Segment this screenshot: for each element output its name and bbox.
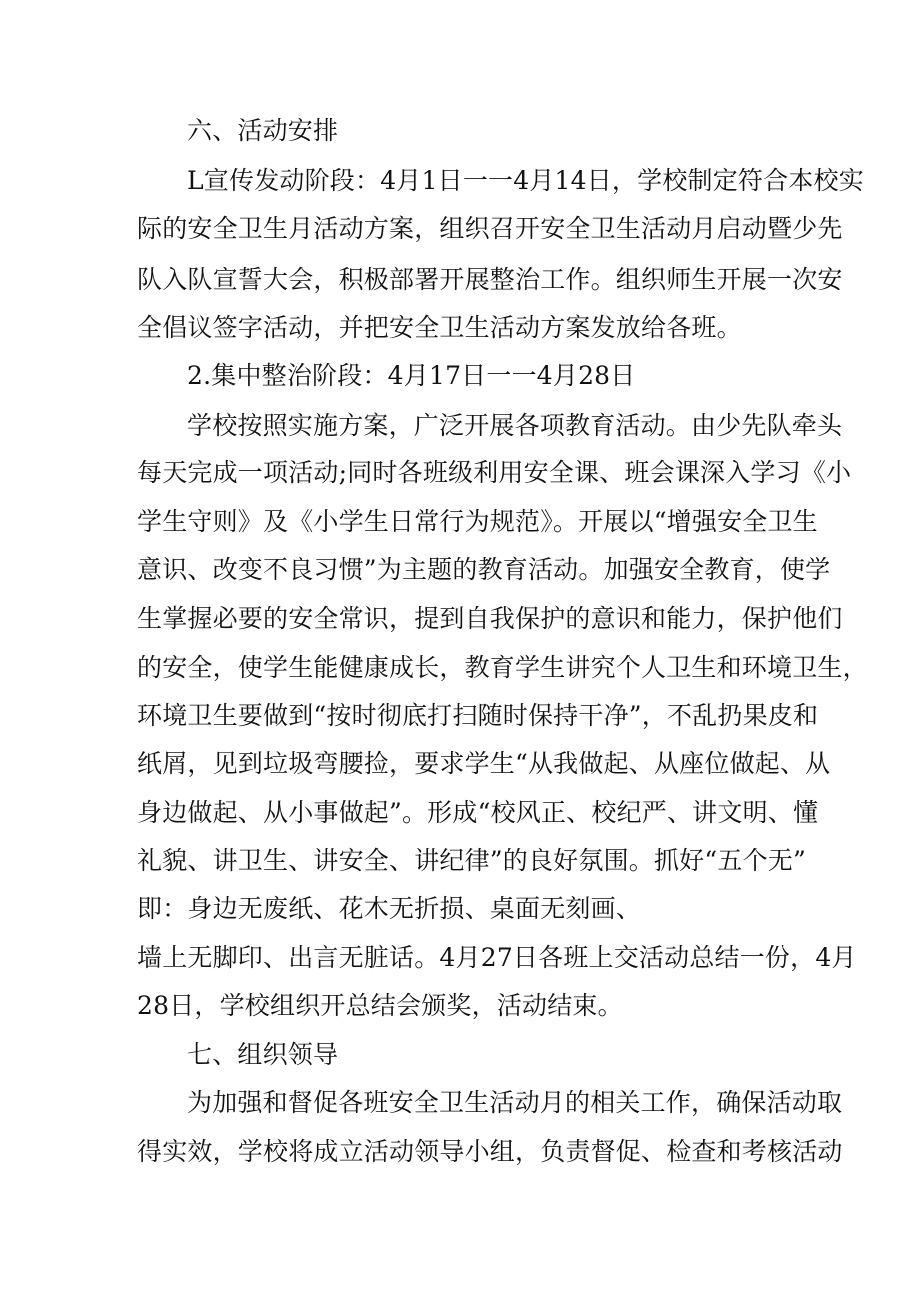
- paragraph-line: 全倡议签字活动，并把安全卫生活动方案发放给各班。: [137, 313, 742, 342]
- paragraph-line: 身边做起、从小事做起”。形成“校风正、校纪严、讲文明、懂: [137, 798, 819, 827]
- paragraph-line: 墙上无脚印、出言无脏话。4月27日各班上交活动总结一份，4月: [137, 943, 857, 972]
- paragraph-line: 即：身边无废纸、花木无折损、桌面无刻画、: [137, 894, 642, 923]
- paragraph-line: 纸屑，见到垃圾弯腰捡，要求学生“从我做起、从座位做起、从: [137, 749, 831, 778]
- paragraph-line: 礼貌、讲卫生、讲安全、讲纪律”的良好氛围。抓好“五个无”: [137, 846, 806, 875]
- subsection-heading-focused-rectification: 2.集中整治阶段：4月17日一一4月28日: [187, 361, 636, 390]
- paragraph-line: 得实效，学校将成立活动领导小组，负责督促、检查和考核活动: [137, 1137, 843, 1166]
- paragraph-line: 环境卫生要做到“按时彻底打扫随时保持干净”，不乱扔果皮和: [137, 701, 819, 730]
- section-heading-organization-leadership: 七、组织领导: [187, 1040, 339, 1069]
- paragraph-line: 生掌握必要的安全常识，提到自我保护的意识和能力，保护他们: [137, 604, 843, 633]
- paragraph-line: 为加强和督促各班安全卫生活动月的相关工作，确保活动取: [187, 1088, 843, 1117]
- paragraph-line: 的安全，使学生能健康成长，教育学生讲究个人卫生和环境卫生，: [137, 653, 868, 682]
- paragraph-line: 28日，学校组织开总结会颁奖，活动结束。: [137, 991, 623, 1020]
- paragraph-line: 际的安全卫生月活动方案，组织召开安全卫生活动月启动暨少先: [137, 214, 843, 243]
- paragraph-line: 意识、改变不良习惯”为主题的教育活动。加强安全教育，使学: [137, 555, 831, 584]
- paragraph-line: 学校按照实施方案，广泛开展各项教育活动。由少先队牵头: [187, 411, 843, 440]
- paragraph-line: 学生守则》及《小学生日常行为规范》。开展以“增强安全卫生: [137, 507, 818, 536]
- paragraph-line: 队入队宣誓大会，积极部署开展整治工作。组织师生开展一次安: [137, 265, 843, 294]
- section-heading-activity-arrangement: 六、活动安排: [187, 116, 339, 145]
- paragraph-line: L宣传发动阶段：4月1日一一4月14日，学校制定符合本校实: [187, 166, 864, 195]
- paragraph-line: 每天完成一项活动;同时各班级利用安全课、班会课深入学习《小: [137, 458, 852, 487]
